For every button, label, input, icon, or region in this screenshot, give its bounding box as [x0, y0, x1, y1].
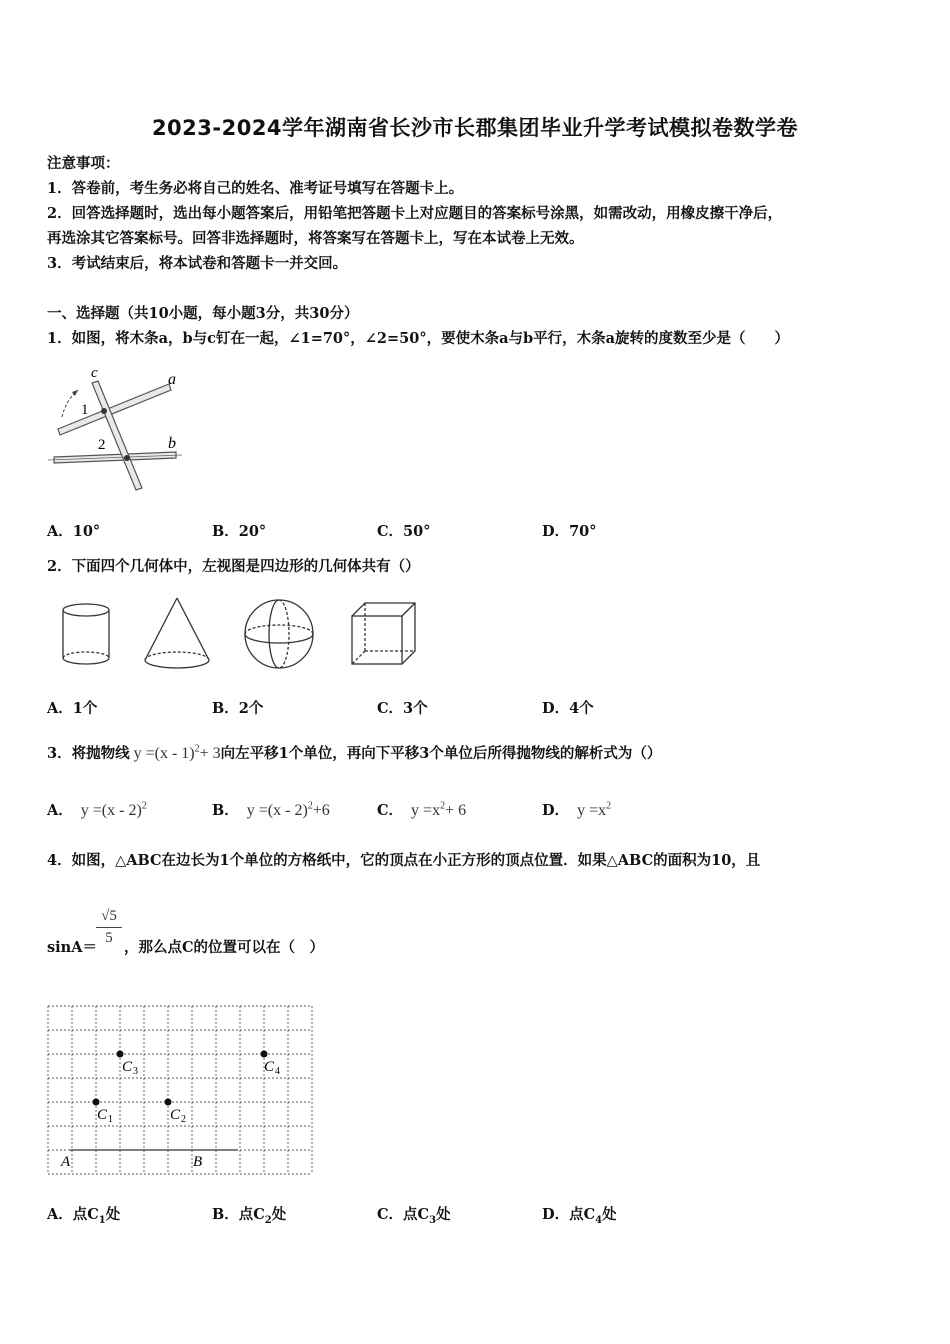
q4-stem: 4．如图，△ABC在边长为1个单位的方格纸中，它的顶点在小正方形的顶点位置．如果△ABC的面积为10，且 — [47, 852, 761, 869]
cube-figure — [352, 603, 415, 664]
label-b: B — [193, 1154, 203, 1170]
point-c1 — [93, 1099, 100, 1106]
nail-1 — [101, 408, 107, 414]
label-c4-sub: 4 — [275, 1066, 280, 1077]
cone-figure — [145, 598, 209, 668]
label-angle-2: 2 — [98, 437, 106, 453]
notice-item-2a: 2．回答选择题时，选出每小题答案后，用铅笔把答题卡上对应题目的答案标号涂黑，如需改动，用橡皮擦干净后， — [47, 205, 783, 222]
nail-2 — [124, 455, 130, 461]
label-c2-sub: 2 — [181, 1114, 186, 1125]
fraction-denominator: 5 — [105, 930, 113, 946]
point-c4 — [261, 1051, 268, 1058]
q1-option-a: A．10° — [47, 523, 101, 540]
q1-option-b: B．20° — [212, 523, 267, 540]
q3-option-a: A． y =(x - 2)$^2$ — [47, 800, 147, 819]
q1-figure — [44, 362, 189, 497]
notice-item-3: 3．考试结束后，将本试卷和答题卡一并交回。 — [47, 255, 348, 272]
label-c: c — [91, 365, 98, 381]
notice-item-1: 1．答卷前，考生务必将自己的姓名、准考证号填写在答题卡上。 — [47, 180, 464, 197]
label-c1-sub: 1 — [108, 1114, 113, 1125]
label-a: a — [168, 371, 176, 388]
q2-stem: 2．下面四个几何体中，左视图是四边形的几何体共有（） — [47, 558, 420, 575]
point-c3 — [117, 1051, 124, 1058]
sphere-figure — [245, 600, 313, 668]
label-c1: C — [97, 1107, 108, 1123]
q2-option-d: D．4个 — [542, 700, 594, 717]
q3-option-d: D． $y =x^2$ — [542, 800, 612, 819]
q3-stem — [47, 742, 661, 763]
label-a: A — [61, 1154, 71, 1170]
q4-grid-figure — [47, 1004, 317, 1176]
point-c2 — [165, 1099, 172, 1106]
q3-prefix: 3．将抛物线 — [47, 745, 130, 762]
q1-stem: 1．如图，将木条a，b与c钉在一起，∠1=70°，∠2=50°，要使木条a与b平行，木条a旋转的度数至少是（ ） — [47, 330, 790, 347]
q3-suffix: 向左平移1个单位，再向下平移3个单位后所得抛物线的解析式为（） — [220, 745, 662, 762]
q4-option-b: B．点$C_2$处 — [212, 1206, 287, 1226]
label-angle-1: 1 — [81, 402, 89, 418]
q4-option-a: A．点$C_1$处 — [47, 1206, 121, 1226]
q3-expression: y =(x - 1)$^2$+ 3 — [133, 743, 221, 762]
label-b: b — [168, 435, 176, 452]
q3-option-c: C． $y =x^2+ 6$ — [377, 800, 467, 819]
q4-sin-prefix: sinA＝ — [47, 939, 97, 956]
q4-sin-suffix: ，那么点C的位置可以在（ ） — [124, 939, 325, 956]
label-c3: C — [122, 1059, 133, 1075]
notice-item-2b: 再选涂其它答案标号。回答非选择题时，将答案写在答题卡上，写在本试卷上无效。 — [47, 230, 584, 247]
q1-option-c: C．50° — [377, 523, 431, 540]
q3-option-b: B． y =(x - 2)$^2$+6 — [212, 800, 330, 819]
section-heading: 一、选择题（共10小题，每小题3分，共30分） — [47, 305, 359, 322]
q1-option-d: D．70° — [542, 523, 597, 540]
label-c3-sub: 3 — [133, 1066, 138, 1077]
q2-option-a: A．1个 — [47, 700, 98, 717]
q4-fraction — [96, 908, 122, 947]
q2-figures — [50, 592, 430, 672]
q2-option-c: C．3个 — [377, 700, 428, 717]
fraction-numerator: √5 — [96, 908, 122, 928]
notice-heading: 注意事项： — [47, 155, 120, 172]
cylinder-figure — [63, 604, 109, 664]
page-title: 2023-2024学年湖南省长沙市长郡集团毕业升学考试模拟卷数学卷 — [151, 116, 799, 140]
q4-option-d: D．点$C_4$处 — [542, 1206, 617, 1226]
q2-option-b: B．2个 — [212, 700, 264, 717]
label-c2: C — [170, 1107, 181, 1123]
q4-option-c: C．点$C_3$处 — [377, 1206, 451, 1226]
label-c4: C — [264, 1059, 275, 1075]
